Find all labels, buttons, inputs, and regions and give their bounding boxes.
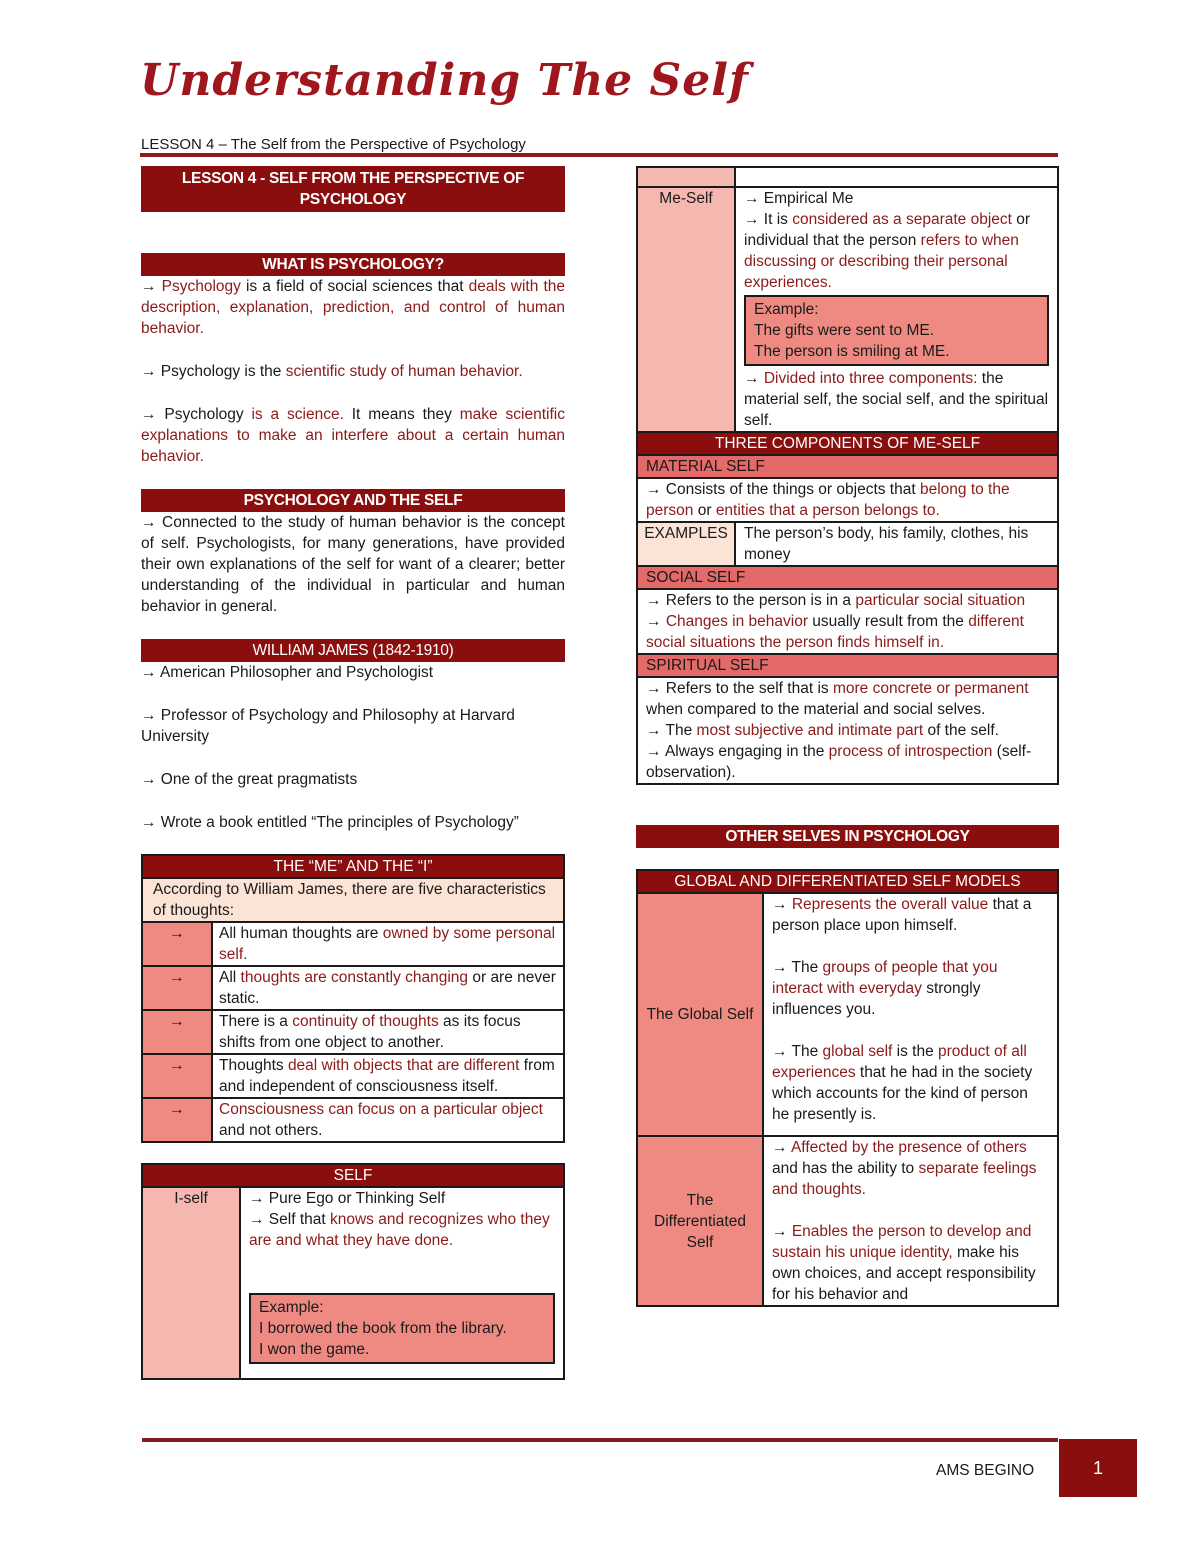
psychology-definition-1: → Psychology is a field of social sciences that deals with the description, explanation, prediction, and control of human behavior.	[141, 278, 566, 337]
me-and-i-header: THE “ME” AND THE “I”	[142, 855, 564, 878]
lesson-subtitle: LESSON 4 – The Self from the Perspective of Psychology	[141, 136, 526, 153]
psychology-definition-3: → Psychology is a science. It means they make scientific explanations to make an interfere about a certain human behavior.	[141, 406, 565, 465]
james-fact-1: → American Philosopher and Psychologist	[141, 664, 434, 681]
social-self-text: → Refers to the person is in a particular social situation → Changes in behavior usually result from the different social situations the person finds himself in.	[637, 589, 1058, 654]
characteristic-4: Thoughts deal with objects that are different from and independent of consciousness itself.	[212, 1054, 564, 1098]
me-self-table	[636, 166, 1059, 785]
social-self-header: SOCIAL SELF	[637, 566, 1058, 589]
footer-rule	[142, 1438, 1058, 1442]
global-self-label: The Global Self	[637, 893, 763, 1136]
arrow-icon: →	[142, 922, 212, 966]
me-and-i-table	[141, 854, 565, 1143]
psychology-and-self-heading: PSYCHOLOGY AND THE SELF	[141, 489, 565, 512]
spiritual-self-text: → Refers to the self that is more concrete or permanent when compared to the material and social selves. → The most subjective and intimate part of the self. → Always engaging in the process of introspection (self-observation).	[637, 677, 1058, 784]
william-james-heading: WILLIAM JAMES (1842-1910)	[141, 639, 565, 662]
me-self-point-2: → It is considered as a separate object or individual that the person refers to when discussing or describing their personal experiences.	[744, 211, 1031, 291]
spiritual-self-header: SPIRITUAL SELF	[637, 654, 1058, 677]
examples-label: EXAMPLES	[637, 522, 735, 566]
james-fact-2: → Professor of Psychology and Philosophy at Harvard University	[141, 707, 515, 745]
arrow-icon: →	[142, 1098, 212, 1142]
characteristic-2: All thoughts are constantly changing or are never static.	[212, 966, 564, 1010]
left-column	[141, 166, 565, 1380]
header-rule	[140, 153, 1058, 157]
me-self-label: Me-Self	[637, 187, 735, 432]
right-column	[636, 166, 1059, 1307]
footer-author: AMS BEGINO	[936, 1462, 1035, 1479]
global-models-header: GLOBAL AND DIFFERENTIATED SELF MODELS	[637, 870, 1058, 893]
global-self-text: → Represents the overall value that a person place upon himself. → The groups of people that you interact with everyday strongly influences you. → The global self is the product of all experiences that he had in the society which accounts for the kind of person he presently is.	[763, 893, 1058, 1136]
table-row	[142, 1010, 564, 1054]
james-fact-4: → Wrote a book entitled “The principles of Psychology”	[141, 814, 519, 831]
james-fact-3: → One of the great pragmatists	[141, 771, 358, 788]
characteristic-5: Consciousness can focus on a particular object and not others.	[212, 1098, 564, 1142]
what-is-psychology-heading: WHAT IS PSYCHOLOGY?	[141, 253, 565, 276]
material-self-header: MATERIAL SELF	[637, 455, 1058, 478]
differentiated-self-text: → Affected by the presence of others and has the ability to separate feelings and thoughts. → Enables the person to develop and sustain his unique identity, make his own choices, and accept responsibility for his behavior and	[763, 1136, 1058, 1306]
me-self-point-1: → Empirical Me	[744, 190, 854, 207]
i-self-example-box	[249, 1293, 555, 1364]
me-self-point-3: → Divided into three components: the material self, the social self, and the spiritual self.	[744, 370, 1049, 429]
three-components-header: THREE COMPONENTS OF ME-SELF	[637, 432, 1058, 455]
example-line: The person is smiling at ME.	[754, 343, 950, 360]
me-self-example-box	[744, 295, 1049, 366]
differentiated-self-label: The Differentiated Self	[637, 1136, 763, 1306]
characteristic-3: There is a continuity of thoughts as its focus shifts from one object to another.	[212, 1010, 564, 1054]
psychology-and-self-text: → Connected to the study of human behavior is the concept of self. Psychologists, for many generations, have provided their own explanations of the self for want of a clearer; better understanding of the individual in particular and human behavior in general.	[141, 514, 565, 615]
arrow-icon: →	[142, 1010, 212, 1054]
document-title: Understanding The Self	[140, 55, 749, 106]
global-differentiated-table	[636, 869, 1059, 1307]
page-number: 1	[1059, 1439, 1137, 1497]
example-title: Example:	[754, 301, 819, 318]
i-self-label: I-self	[142, 1187, 240, 1379]
table-row	[142, 966, 564, 1010]
material-self-text: → Consists of the things or objects that belong to the person or entities that a person belongs to.	[637, 478, 1058, 522]
examples-text: The person’s body, his family, clothes, his money	[735, 522, 1058, 566]
table-row	[142, 922, 564, 966]
table-row	[142, 1054, 564, 1098]
i-self-point-1: → Pure Ego or Thinking Self	[249, 1190, 446, 1207]
me-and-i-intro: According to William James, there are five characteristics of thoughts:	[142, 878, 564, 922]
self-header: SELF	[142, 1164, 564, 1187]
arrow-icon: →	[142, 966, 212, 1010]
characteristic-1: All human thoughts are owned by some personal self.	[212, 922, 564, 966]
example-line: I won the game.	[259, 1341, 370, 1358]
psychology-definition-2: → Psychology is the scientific study of human behavior.	[141, 363, 523, 380]
example-title: Example:	[259, 1299, 324, 1316]
example-line: The gifts were sent to ME.	[754, 322, 935, 339]
table-row	[142, 1098, 564, 1142]
example-line: I borrowed the book from the library.	[259, 1320, 507, 1337]
arrow-icon: →	[142, 1054, 212, 1098]
other-selves-heading: OTHER SELVES IN PSYCHOLOGY	[636, 825, 1059, 848]
lesson-banner: LESSON 4 - SELF FROM THE PERSPECTIVE OF PSYCHOLOGY	[141, 166, 565, 212]
i-self-table	[141, 1163, 565, 1380]
i-self-point-2: → Self that knows and recognizes who they are and what they have done.	[249, 1211, 550, 1249]
